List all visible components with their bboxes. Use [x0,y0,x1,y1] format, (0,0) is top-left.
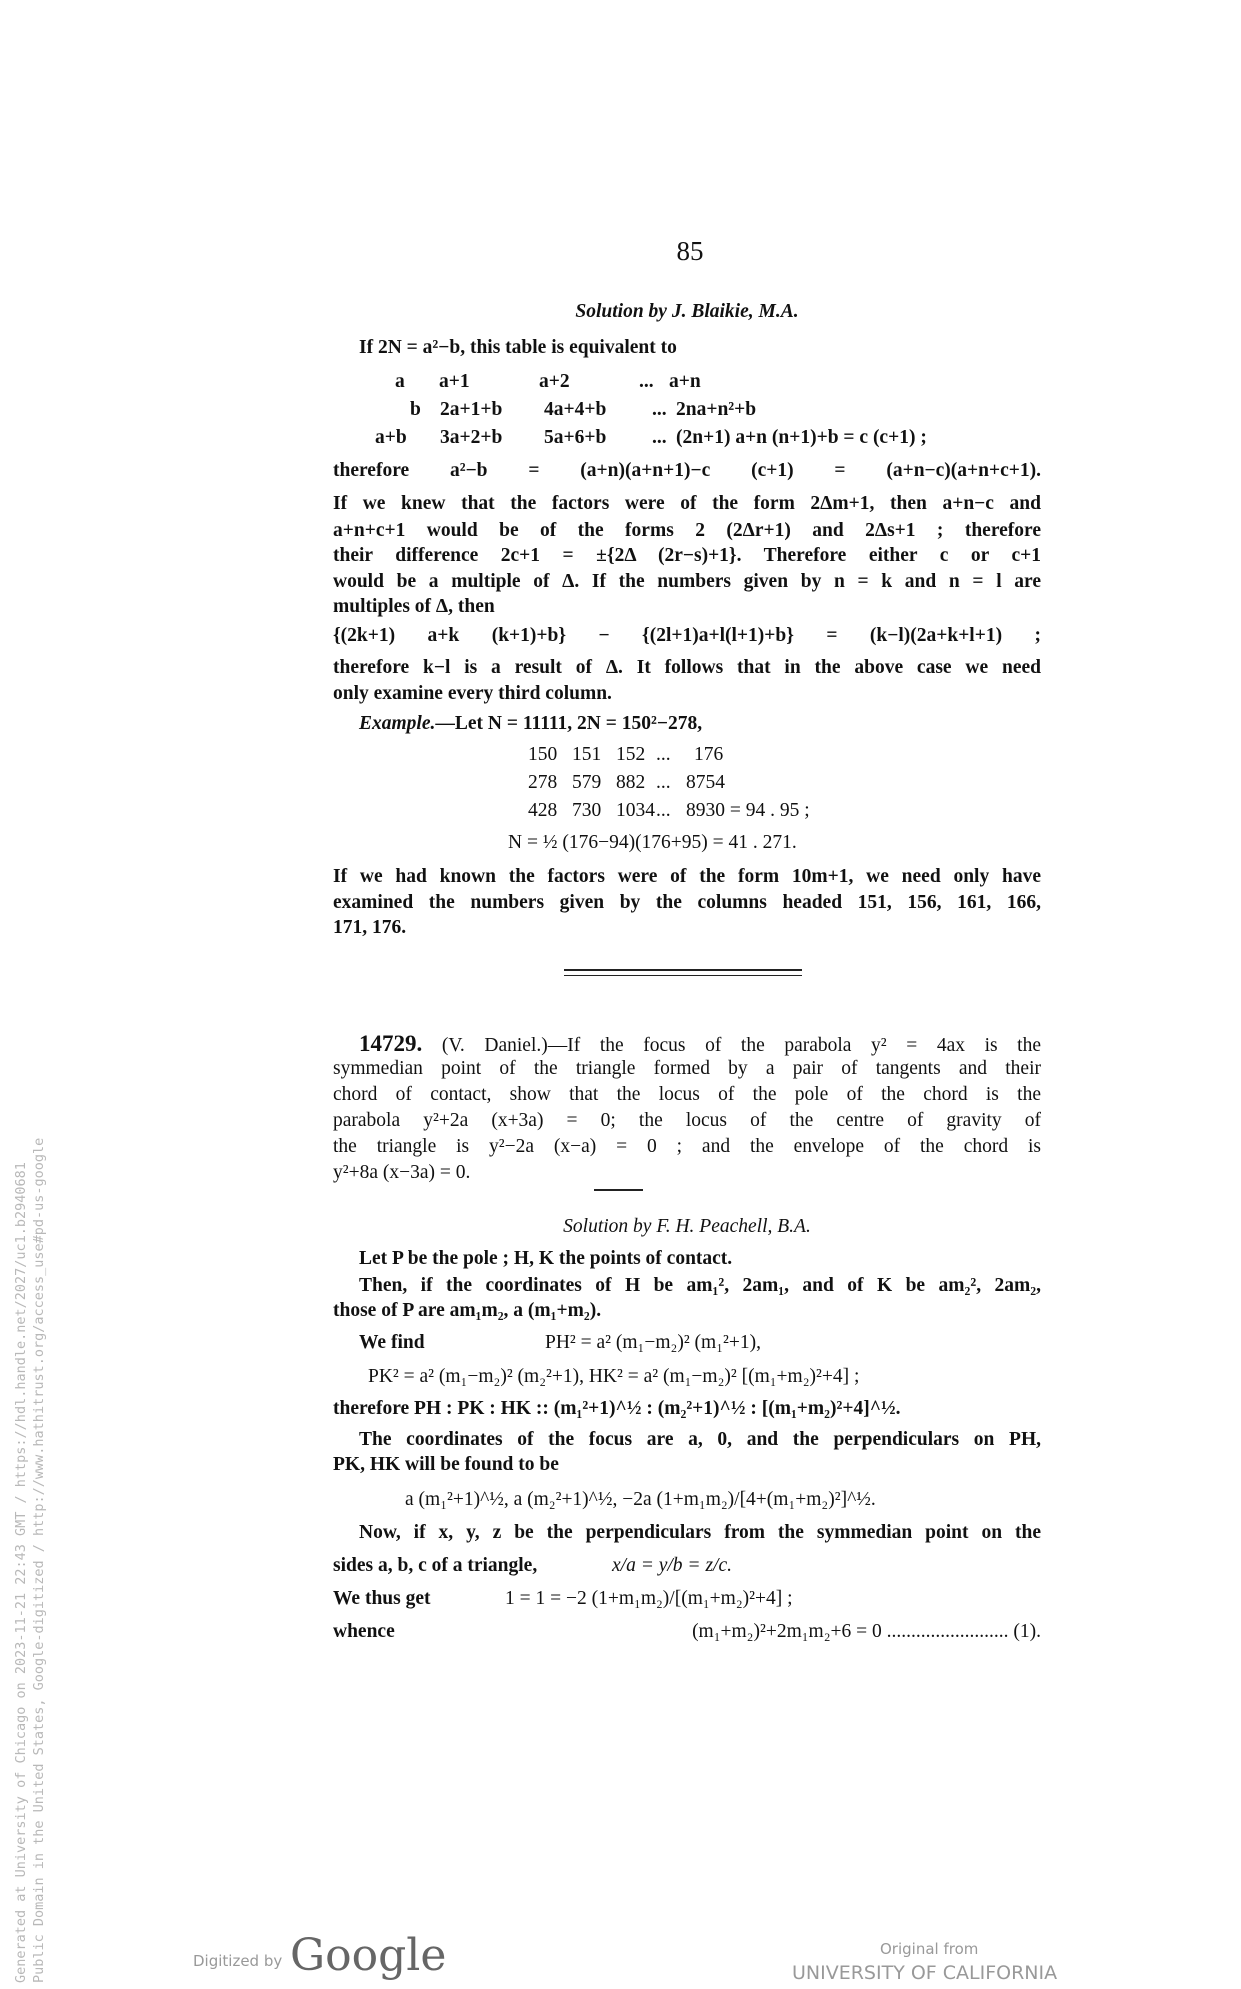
table-cell: 1034 [616,800,655,821]
symbolic-table-row [375,425,1075,451]
question-text: (V. Daniel.)—If the focus of the parabola y² = 4ax is the [441,1035,1042,1056]
table-cell: a+1 [439,371,470,392]
table-cell: ... [656,800,671,821]
whence-label: whence [333,1621,395,1642]
table-cell: a+2 [539,371,570,392]
question-line: the triangle is y²−2a (x−a) = 0 ; and the envelope of the chord is [333,1136,1041,1157]
text-line: therefore a²−b = (a+n)(a+n+1)−c (c+1) = (a+n−c)(a+n+c+1). [333,460,1041,481]
we-find-label: We find [359,1332,425,1353]
text-line: their difference 2c+1 = ±{2Δ (2r−s)+1}. Therefore either c or c+1 [333,545,1041,566]
section-divider [564,975,802,976]
section-divider [564,969,802,971]
table-cell: a+n [669,371,701,392]
short-divider [594,1189,643,1191]
question-number: 14729. [359,1031,423,1056]
institution-name: UNIVERSITY OF CALIFORNIA [792,1962,1058,1984]
watermark-line: Public Domain in the United States, Google-digitized / http://www.hathitrust.org/access_use#pd-us-google [31,1137,47,1983]
perpendiculars-equation: a (m₁²+1)^½, a (m₂²+1)^½, −2a (1+m₁m₂)/[4+(m₁+m₂)²]^½. [405,1489,876,1510]
equation-ph: PH² = a² (m₁−m₂)² (m₁²+1), [545,1332,761,1353]
text-line: examined the numbers given by the columns headed 151, 156, 161, 166, [333,892,1041,913]
text-line: If we knew that the factors were of the form 2Δm+1, then a+n−c and [333,493,1041,514]
example-table-row [528,742,928,768]
example-table-row [528,798,928,824]
table-cell: 882 [616,772,646,793]
text-line: a+n+c+1 would be of the forms 2 (2Δr+1) and 2Δs+1 ; therefore [333,520,1041,541]
question-line: parabola y²+2a (x+3a) = 0; the locus of the centre of gravity of [333,1110,1041,1131]
text-line: would be a multiple of Δ. If the numbers given by n = k and n = l are [333,571,1041,592]
symbolic-table-row [410,397,1060,423]
table-cell: ... [652,399,667,420]
text-line: The coordinates of the focus are a, 0, and the perpendiculars on PH, [359,1429,1041,1450]
table-cell: (2n+1) a+n (n+1)+b = c (c+1) ; [676,427,927,448]
ratio-equation: x/a = y/b = z/c. [612,1555,732,1576]
hathitrust-watermark [12,983,48,1983]
table-cell: 150 [528,744,558,765]
table-cell: ... [656,772,671,793]
watermark-line: Generated at University of Chicago on 2023-11-21 22:43 GMT / https://hdl.handle.net/2027/uc1.b2940681 [13,1162,29,1983]
table-cell: 2a+1+b [440,399,503,420]
intro-line: If 2N = a²−b, this table is equivalent to [359,337,677,358]
text-line: those of P are am₁m₂, a (m₁+m₂). [333,1300,602,1321]
example-text: —Let N = 11111, 2N = 150²−278, [435,713,703,734]
table-cell: ... [656,744,671,765]
solution-heading: Solution by F. H. Peachell, B.A. [563,1216,811,1237]
text-line: 171, 176. [333,917,407,938]
equation-1: (m₁+m₂)²+2m₁m₂+6 = 0 ......................... (1). [692,1621,1041,1642]
table-cell: ... [639,371,654,392]
table-cell: 278 [528,772,558,793]
table-cell: 8754 [686,772,725,793]
text-line: PK, HK will be found to be [333,1454,559,1475]
result-equation: N = ½ (176−94)(176+95) = 41 . 271. [508,832,797,853]
we-thus-get-label: We thus get [333,1588,431,1609]
text-line: sides a, b, c of a triangle, [333,1555,538,1576]
table-cell: a [395,371,405,392]
text-line: therefore k−l is a result of Δ. It follows that in the above case we need [333,657,1041,678]
question-line: symmedian point of the triangle formed by a pair of tangents and their [333,1058,1041,1079]
text-line: Now, if x, y, z be the perpendiculars from the symmedian point on the [359,1522,1041,1543]
table-cell: a+b [375,427,407,448]
table-cell: 8930 = 94 . 95 ; [686,800,810,821]
table-cell: 579 [572,772,602,793]
table-cell: ... [652,427,667,448]
table-cell: 176 [694,744,724,765]
table-cell: 4a+4+b [544,399,607,420]
table-cell: 730 [572,800,602,821]
google-logo: Google [290,1930,447,1981]
text-line: Let P be the pole ; H, K the points of contact. [359,1248,733,1269]
equation-pk-hk: PK² = a² (m₁−m₂)² (m₂²+1), HK² = a² (m₁−m₂)² [(m₁+m₂)²+4] ; [368,1366,860,1387]
table-cell: 152 [616,744,646,765]
equation-line: 1 = 1 = −2 (1+m₁m₂)/[(m₁+m₂)²+4] ; [505,1588,793,1609]
question-line: chord of contact, show that the locus of the pole of the chord is the [333,1084,1041,1105]
table-cell: b [410,399,421,420]
digitized-by-label: Digitized by [193,1952,283,1970]
text-line: If we had known the factors were of the form 10m+1, we need only have [333,866,1041,887]
question-line: y²+8a (x−3a) = 0. [333,1162,471,1183]
text-line: Then, if the coordinates of H be am₁², 2am₁, and of K be am₂², 2am₂, [359,1275,1041,1296]
symbolic-table-row [395,369,1045,395]
table-cell: 151 [572,744,602,765]
page-number: 85 [676,236,704,266]
table-cell: 5a+6+b [544,427,607,448]
solution-heading: Solution by J. Blaikie, M.A. [575,301,799,322]
original-from-label: Original from [880,1940,979,1958]
text-line: multiples of Δ, then [333,596,495,617]
table-cell: 2na+n²+b [676,399,757,420]
example-table-row [528,770,928,796]
ratio-line: therefore PH : PK : HK :: (m₁²+1)^½ : (m₂²+1)^½ : [(m₁+m₂)²+4]^½. [333,1398,901,1419]
example-label: Example. [359,713,436,734]
equation-line: {(2k+1) a+k (k+1)+b} − {(2l+1)a+l(l+1)+b} = (k−l)(2a+k+l+1) ; [333,625,1041,646]
example-line [333,711,1041,737]
text-line: only examine every third column. [333,683,612,704]
table-cell: 3a+2+b [440,427,503,448]
question-line [333,1031,1041,1059]
table-cell: 428 [528,800,558,821]
